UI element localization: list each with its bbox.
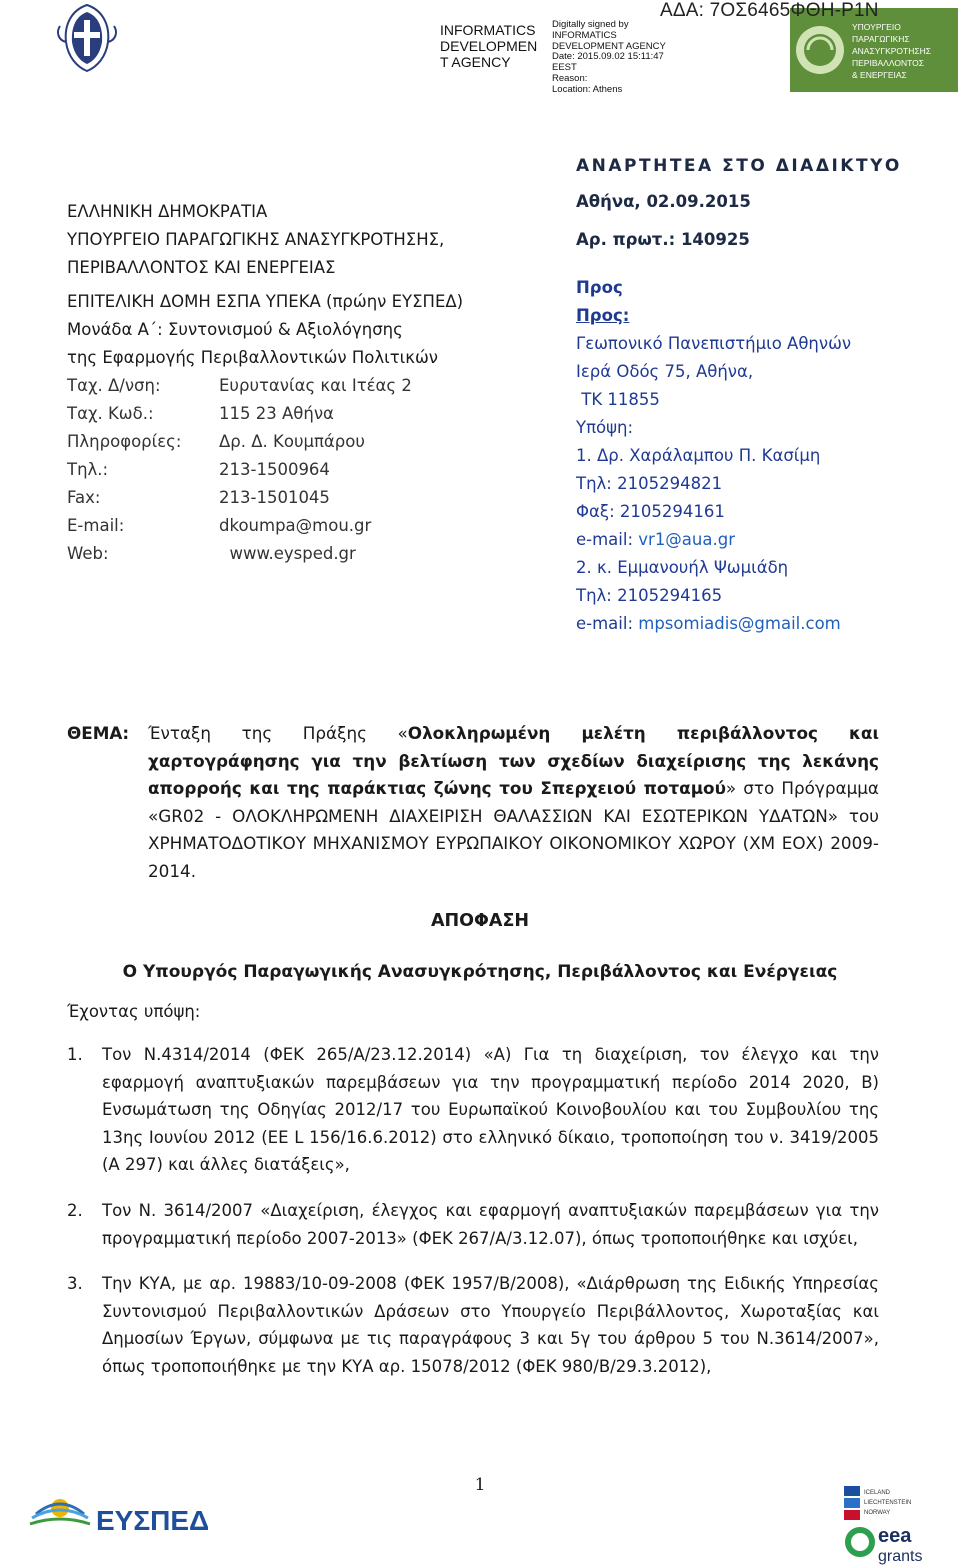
protocol-number: Αρ. πρωτ.: 140925	[576, 230, 750, 249]
contact-row	[67, 540, 537, 568]
person-1-email-row	[576, 526, 936, 554]
sig-detail-line: Location: Athens	[552, 83, 623, 95]
recipient-header	[576, 152, 936, 638]
contact-value: Δρ. Δ. Κουμπάρου	[219, 432, 365, 451]
unit-line: της Εφαρμογής Περιβαλλοντικών Πολιτικών	[67, 348, 439, 367]
email-label: e-mail:	[576, 614, 639, 633]
decision-title: ΑΠΟΦΑΣΗ	[430, 911, 530, 931]
person-1-tel: Τηλ: 2105294821	[576, 474, 723, 493]
person-2-email-row	[576, 610, 936, 638]
contact-key: Web:	[67, 544, 109, 563]
recipient-line: ΤΚ 11855	[576, 390, 660, 409]
list-item-text: Την ΚΥΑ, με αρ. 19883/10-09-2008 (ΦΕΚ 1957/Β/2008), «Διάρθρωση της Ειδικής Υπηρεσίας Συντονισμού Περιβαλλοντικών Δράσεων στο Υπουργείο Περιβάλλοντος, Χωροταξίας και Δημοσίων Έργων, σύμφωνα με τις παραγράφους 3 και 5γ του άρθρου 5 του Ν.3614/2007», όπως τροποποιήθηκε με την ΚΥΑ αρ. 15078/2012 (ΦΕΚ 980/Β/29.3.2012),	[102, 1274, 879, 1376]
person-2-email-link[interactable]: mpsomiadis@gmail.com	[638, 614, 841, 633]
email-label: e-mail:	[576, 530, 639, 549]
unit-line: Μονάδα Α΄: Συντονισμού & Αξιολόγησης	[67, 320, 403, 339]
sig-agency-line: INFORMATICS	[440, 22, 536, 38]
considerations-list	[67, 1041, 879, 1399]
contact-value: 115 23 Αθήνα	[219, 404, 334, 423]
unit-line: ΕΠΙΤΕΛΙΚΗ ΔΟΜΗ ΕΣΠΑ ΥΠΕΚΑ (πρώην ΕΥΣΠΕΔ)	[67, 292, 464, 311]
contact-row	[67, 400, 537, 428]
list-item	[67, 1270, 879, 1380]
contact-key: Ταχ. Κωδ.:	[67, 404, 154, 423]
header-line: ΕΛΛΗΝΙΚΗ ΔΗΜΟΚΡΑΤΙΑ	[67, 202, 268, 221]
publish-title: ΑΝΑΡΤΗΤΕΑ ΣΤΟ ΔΙΑΔΙΚΤΥΟ	[576, 156, 902, 176]
page-number: 1	[474, 1475, 486, 1495]
person-1: 1. Δρ. Χαράλαμπου Π. Κασίμη	[576, 446, 821, 465]
list-item	[67, 1041, 879, 1179]
ada-logo-line: ΠΕΡΙΒΑΛΛΟΝΤΟΣ	[852, 58, 925, 68]
person-1-fax: Φαξ: 2105294161	[576, 502, 725, 521]
to-label-2: Προς:	[576, 306, 630, 325]
ada-logo-line: ΠΑΡΑΓΩΓΙΚΗΣ	[852, 34, 910, 44]
eea-grants-logo-icon	[842, 1484, 942, 1566]
attention-label: Υπόψη:	[576, 418, 634, 437]
sig-detail-line: INFORMATICS	[552, 29, 617, 41]
list-item	[67, 1197, 879, 1252]
list-item-text: Τον Ν. 3614/2007 «Διαχείριση, έλεγχος και εφαρμογή αναπτυξιακών παρεμβάσεων για την προγραμματική περίοδο 2007-2013» (ΦΕΚ 267/Α/3.12.07), όπως τροποποιήθηκε και ισχύει,	[102, 1200, 879, 1248]
contact-row	[67, 484, 537, 512]
contact-row	[67, 456, 537, 484]
list-item-number: 2.	[67, 1200, 83, 1220]
document-date: Αθήνα, 02.09.2015	[576, 192, 751, 211]
sig-agency-line: DEVELOPMEN	[440, 38, 538, 54]
subject-label: ΘΕΜΑ:	[67, 723, 130, 743]
subject-body	[148, 720, 879, 885]
sig-detail-line: DEVELOPMENT AGENCY	[552, 40, 666, 52]
eysped-logo-text: ΕΥΣΠΕΔ	[96, 1505, 210, 1536]
ada-logo-line: & ΕΝΕΡΓΕΙΑΣ	[852, 70, 907, 80]
signature-details	[552, 20, 672, 96]
header-line: ΥΠΟΥΡΓΕΙΟ ΠΑΡΑΓΩΓΙΚΗΣ ΑΝΑΣΥΓΚΡΟΤΗΣΗΣ,	[67, 230, 445, 249]
list-item-number: 1.	[67, 1045, 83, 1064]
sig-detail-line: Reason:	[552, 72, 588, 84]
minister-title: Ο Υπουργός Παραγωγικής Ανασυγκρότησης, Περιβάλλοντος και Ενέργειας	[122, 962, 838, 982]
subject-part-1: Ένταξη της Πράξης «	[148, 723, 408, 743]
ada-code: ΑΔΑ: 7ΟΣ6465ΦΘΗ-Ρ1Ν	[660, 0, 879, 21]
contact-value: 213-1500964	[219, 460, 330, 479]
ada-logo-line: ΥΠΟΥΡΓΕΙΟ	[852, 22, 901, 32]
contact-key: E-mail:	[67, 516, 125, 535]
contact-row	[67, 428, 537, 456]
eysped-logo-icon	[22, 1484, 210, 1546]
contact-key: Τηλ.:	[67, 460, 109, 479]
contact-row	[67, 512, 537, 540]
eea-logo-line: grants	[878, 1548, 923, 1565]
subject-part-2: » στο Πρόγραμμα «GR02 - ΟΛΟΚΛΗΡΩΜΕΝΗ ΔΙΑΧΕΙΡΙΣΗ ΘΑΛΑΣΣΙΩΝ ΚΑΙ ΕΣΩΤΕΡΙΚΩΝ ΥΔΑΤΩΝ» του ΧΡΗΜΑΤΟΔΟΤΙΚΟΥ ΜΗΧΑΝΙΣΜΟΥ ΕΥΡΩΠΑΙΚΟΥ ΟΙΚΟΝΟΜΙΚΟΥ ΧΩΡΟΥ (ΧΜ ΕΟΧ) 2009-2014.	[148, 778, 879, 881]
contact-key: Fax:	[67, 488, 101, 507]
sender-header	[67, 198, 537, 568]
person-2: 2. κ. Εμμανουήλ Ψωμιάδη	[576, 558, 789, 577]
contact-value: Ευρυτανίας και Ιτέας 2	[219, 376, 412, 395]
recipient-line: Γεωπονικό Πανεπιστήμιο Αθηνών	[576, 334, 852, 353]
sig-detail-line: Date: 2015.09.02 15:11:47	[552, 51, 664, 63]
greek-emblem-icon	[52, 2, 122, 74]
eea-country: ICELAND	[864, 1490, 891, 1496]
eea-country: LIECHTENSTEIN	[864, 1500, 912, 1506]
header-line: ΠΕΡΙΒΑΛΛΟΝΤΟΣ ΚΑΙ ΕΝΕΡΓΕΙΑΣ	[67, 258, 336, 277]
list-item-number: 3.	[67, 1274, 83, 1294]
sig-detail-line: EEST	[552, 62, 577, 74]
contact-row	[67, 372, 537, 400]
person-2-tel: Τηλ: 2105294165	[576, 586, 723, 605]
to-label: Προς	[576, 278, 623, 297]
subject-block	[67, 720, 879, 885]
list-item-text: Τον Ν.4314/2014 (ΦΕΚ 265/Α/23.12.2014) «Α) Για τη διαχείριση, τον έλεγχο και την εφαρμογή αναπτυξιακών παρεμβάσεων για την προγραμματική περίοδο 2014 2020, Β) Ενσωμάτωση της Οδηγίας 2012/17 του Ευρωπαϊκού Κοινοβουλίου και του Συμβουλίου της 13ης Ιουνίου 2012 (ΕΕ L 156/16.6.2012) στο ελληνικό δίκαιο, τροποποίηση του ν. 3419/2005 (Α 297) και άλλες διατάξεις»,	[102, 1045, 879, 1175]
eea-country: NORWAY	[864, 1510, 891, 1516]
subject-project-title: Ολοκληρωμένη μελέτη περιβάλλοντος και χαρτογράφησης για την βελτίωση των σχεδίων διαχείρισης της λεκάνης απορροής και της παράκτιας ζώνης του Σπερχειού ποταμού	[148, 723, 879, 798]
person-1-email-link[interactable]: vr1@aua.gr	[638, 530, 735, 549]
signature-agency	[440, 22, 550, 70]
contact-key: Πληροφορίες:	[67, 432, 182, 451]
sig-detail-line: Digitally signed by	[552, 19, 629, 30]
considering-label: Έχοντας υπόψη:	[67, 1002, 201, 1021]
recipient-line: Ιερά Οδός 75, Αθήνα,	[576, 362, 754, 381]
ada-logo-line: ΑΝΑΣΥΓΚΡΟΤΗΣΗΣ	[852, 46, 932, 56]
contact-key: Ταχ. Δ/νση:	[67, 376, 161, 395]
eea-logo-line: eea	[878, 1525, 912, 1547]
contact-value: 213-1501045	[219, 488, 330, 507]
email-link[interactable]: dkoumpa@mou.gr	[219, 516, 372, 535]
web-link[interactable]: www.eysped.gr	[219, 544, 356, 563]
sig-agency-line: T AGENCY	[440, 54, 511, 70]
